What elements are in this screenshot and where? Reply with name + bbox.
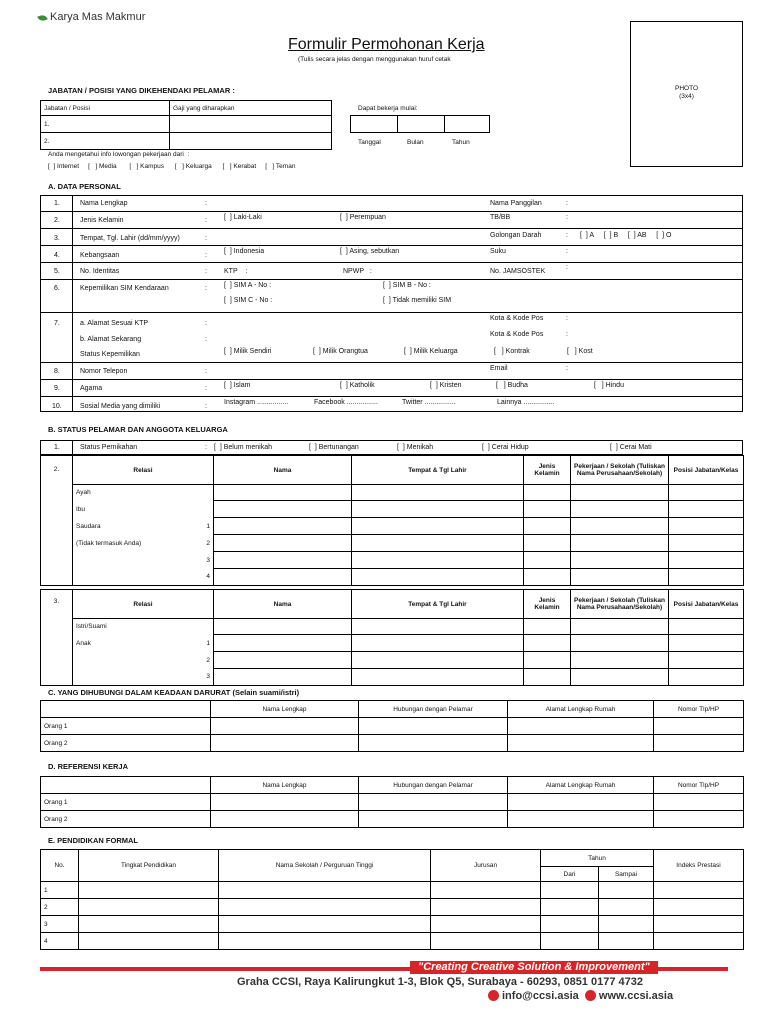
col-pekerjaan: Pekerjaan / Sekolah (Tuliskan Nama Perusahaan/Sekolah) [571, 590, 669, 619]
label-kota-kode-pos-2: Kota & Kode Pos : [490, 331, 568, 338]
start-label: Dapat bekerja mulai: [358, 105, 418, 112]
label-telepon: Nomor Telepon : [80, 368, 207, 375]
npwp-field[interactable]: NPWP : [343, 268, 372, 275]
position-1[interactable]: 1. [41, 116, 170, 133]
tahun-label: Tahun [452, 139, 470, 146]
education-heading: E. PENDIDIKAN FORMAL [48, 836, 138, 845]
nationality-options[interactable]: [ ] Indonesia [ ] Asing, sebutkan [224, 248, 400, 255]
education-table [40, 849, 744, 950]
col-relasi: Relasi [73, 456, 214, 485]
edu-row-no: 1 [41, 882, 79, 899]
company-name: Karya Mas Makmur [50, 11, 146, 23]
ktp-field[interactable]: KTP : [224, 268, 248, 275]
label-alamat-ktp: a. Alamat Sesuai KTP : [80, 320, 207, 327]
orang-1: Orang 1 [41, 794, 211, 811]
row-no: 2. [41, 456, 73, 586]
orang-2: Orang 2 [41, 811, 211, 828]
col-sampai: Sampai [599, 867, 654, 882]
col-posisi: Posisi Jabatan/Kelas [669, 456, 744, 485]
sim-b-option[interactable]: [ ] SIM B - No : [383, 282, 431, 289]
relasi-cell: 3 [73, 669, 214, 686]
col-nama-lengkap: Nama Lengkap [211, 777, 359, 794]
label-email: Email : [490, 365, 568, 372]
col-posisi: Posisi Jabatan/Kelas [669, 590, 744, 619]
photo-label: PHOTO (3x4) [675, 85, 698, 101]
col-alamat: Alamat Lengkap Rumah [508, 777, 654, 794]
footer-address: Graha CCSI, Raya Kalirungkut 1-3, Blok Q5, Surabaya - 60293, 0851 0177 4732 [237, 976, 643, 988]
start-date-field[interactable] [350, 115, 490, 133]
row-no: 3. [54, 235, 60, 242]
row-no: 8. [54, 368, 60, 375]
family-heading: B. STATUS PELAMAR DAN ANGGOTA KELUARGA [48, 425, 228, 434]
label-status-pernikahan: Status Pernikahan : [80, 444, 207, 451]
marital-options[interactable]: [ ] Belum menikah [ ] Bertunangan [ ] Menikah [ ] Cerai Hidup [ ] Cerai Mati [214, 444, 652, 451]
col-no: No. [41, 850, 79, 882]
col-jenis-kelamin: Jenis Kelamin [524, 456, 571, 485]
blood-options[interactable]: [ ] A [ ] B [ ] AB [ ] O [580, 232, 672, 239]
religion-options[interactable]: [ ] Islam [ ] Katholik [ ] Kristen [ ] Budha [ ] Hindu [224, 382, 624, 389]
reference-heading: D. REFERENSI KERJA [48, 762, 129, 771]
tanggal-label: Tanggal [358, 139, 381, 146]
email-icon [488, 990, 499, 1001]
label-jamsostek: No. JAMSOSTEK : [490, 264, 568, 275]
col-nama: Nama [214, 590, 352, 619]
row-no: 3. [41, 590, 73, 686]
col-sekolah: Nama Sekolah / Perguruan Tinggi [219, 850, 431, 882]
jabatan-table [40, 100, 332, 150]
sim-a-option[interactable]: [ ] SIM A - No : [224, 282, 272, 289]
row-no: 6. [54, 285, 60, 292]
personal-heading: A. DATA PERSONAL [48, 182, 121, 191]
company-logo [38, 12, 145, 23]
label-tb-bb: TB/BB : [490, 214, 568, 221]
col-alamat: Alamat Lengkap Rumah [508, 701, 654, 718]
col-telepon: Nomor Tlp/HP [654, 701, 744, 718]
row-no: 10. [52, 403, 62, 410]
emergency-table [40, 700, 744, 752]
col-ttl: Tempat & Tgl Lahir [352, 456, 524, 485]
col-position: Jabatan / Posisi [41, 101, 170, 116]
label-nama-lengkap: Nama Lengkap : [80, 200, 207, 207]
row-no: 1. [54, 444, 60, 451]
col-tahun: Tahun [541, 850, 654, 867]
emergency-heading: C. YANG DIHUBUNGI DALAM KEADAAN DARURAT (Selain suami/istri) [48, 688, 300, 697]
label-sim: Kepemilikan SIM Kendaraan : [80, 285, 207, 292]
relasi-cell: Ayah [73, 485, 214, 501]
source-options[interactable]: [ ] Internet [ ] Media [ ] Kampus [ ] Keluarga [ ] Kerabat [ ] Teman [48, 163, 296, 170]
photo-box[interactable] [630, 21, 743, 167]
label-kota-kode-pos-1: Kota & Kode Pos : [490, 315, 568, 322]
ownership-options[interactable]: [ ] Milik Sendiri [ ] Milik Orangtua [ ] Milik Keluarga [ ] Kontrak [ ] Kost [224, 348, 593, 355]
edu-row-no: 3 [41, 916, 79, 933]
family-table-2 [40, 589, 744, 686]
edu-row-no: 2 [41, 899, 79, 916]
row-no: 4. [54, 252, 60, 259]
footer-contact [488, 990, 673, 1002]
label-alamat-sekarang: b. Alamat Sekarang : [80, 336, 207, 343]
label-golongan-darah: Golongan Darah : [490, 232, 568, 239]
label-nama-panggilan: Nama Panggilan : [490, 200, 568, 207]
row-no: 2. [54, 217, 60, 224]
col-nama: Nama [214, 456, 352, 485]
relasi-cell: 2 [73, 652, 214, 669]
bulan-label: Bulan [407, 139, 424, 146]
gender-options[interactable]: [ ] Laki-Laki [ ] Perempuan [224, 214, 386, 221]
no-sim-option[interactable]: [ ] Tidak memiliki SIM [383, 297, 452, 304]
label-suku: Suku : [490, 248, 568, 255]
footer-web[interactable]: www.ccsi.asia [598, 990, 674, 1002]
relasi-cell: 3 [73, 552, 214, 569]
form-title: Formulir Permohonan Kerja [288, 36, 485, 53]
label-no-identitas: No. Identitas : [80, 268, 207, 275]
footer-tagline: "Creating Creative Solution & Improvement" [410, 961, 658, 974]
col-tingkat: Tingkat Pendidikan [79, 850, 219, 882]
salary-1[interactable] [170, 116, 332, 133]
col-pekerjaan: Pekerjaan / Sekolah (Tuliskan Nama Perusahaan/Sekolah) [571, 456, 669, 485]
position-2[interactable]: 2. [41, 133, 170, 150]
col-relasi: Relasi [73, 590, 214, 619]
col-salary: Gaji yang diharapkan [170, 101, 332, 116]
form-subtitle: (Tulis secara jelas dengan menggunakan huruf cetak [298, 56, 451, 63]
label-kebangsaan: Kebangsaan : [80, 252, 207, 259]
relasi-cell: (Tidak termasuk Anda) 2 [73, 535, 214, 552]
social-options[interactable]: Instagram ................ Facebook ................ Twitter ................ Lainnya ................ [224, 399, 555, 406]
orang-1: Orang 1 [41, 718, 211, 735]
sim-c-option[interactable]: [ ] SIM C - No : [224, 297, 273, 304]
row-no: 1. [54, 200, 60, 207]
label-status-kepemilikan: Status Kepemilikan [80, 351, 140, 358]
family-table-1 [40, 455, 744, 586]
col-telepon: Nomor Tlp/HP [654, 777, 744, 794]
row-no: 5. [54, 268, 60, 275]
relasi-cell: Istri/Suami [73, 619, 214, 635]
label-ttl: Tempat, Tgl. Lahir (dd/mm/yyyy) : [80, 235, 207, 242]
col-dari: Dari [541, 867, 599, 882]
reference-table [40, 776, 744, 828]
footer-email[interactable]: info@ccsi.asia [502, 990, 579, 1002]
relasi-cell: 4 [73, 569, 214, 586]
orang-2: Orang 2 [41, 735, 211, 752]
relasi-cell: Ibu [73, 501, 214, 518]
col-ipk: Indeks Prestasi [654, 850, 744, 882]
info-label: Anda mengetahui info lowongan pekerjaan dari : [48, 151, 190, 158]
relasi-cell: Saudara 1 [73, 518, 214, 535]
col-jenis-kelamin: Jenis Kelamin [524, 590, 571, 619]
col-hubungan: Hubungan dengan Pelamar [359, 701, 508, 718]
col-nama-lengkap: Nama Lengkap [211, 701, 359, 718]
label-sosmed: Sosial Media yang dimiliki : [80, 403, 207, 410]
globe-icon [585, 990, 596, 1001]
label-agama: Agama : [80, 385, 207, 392]
col-jurusan: Jurusan [431, 850, 541, 882]
edu-row-no: 4 [41, 933, 79, 950]
salary-2[interactable] [170, 133, 332, 150]
row-no: 7. [54, 320, 60, 327]
row-no: 9. [54, 385, 60, 392]
jabatan-heading: JABATAN / POSISI YANG DIKEHENDAKI PELAMAR : [48, 86, 235, 95]
leaf-icon [37, 13, 48, 22]
col-ttl: Tempat & Tgl Lahir [352, 590, 524, 619]
label-jenis-kelamin: Jenis Kelamin : [80, 217, 207, 224]
relasi-cell: Anak 1 [73, 635, 214, 652]
col-hubungan: Hubungan dengan Pelamar [359, 777, 508, 794]
